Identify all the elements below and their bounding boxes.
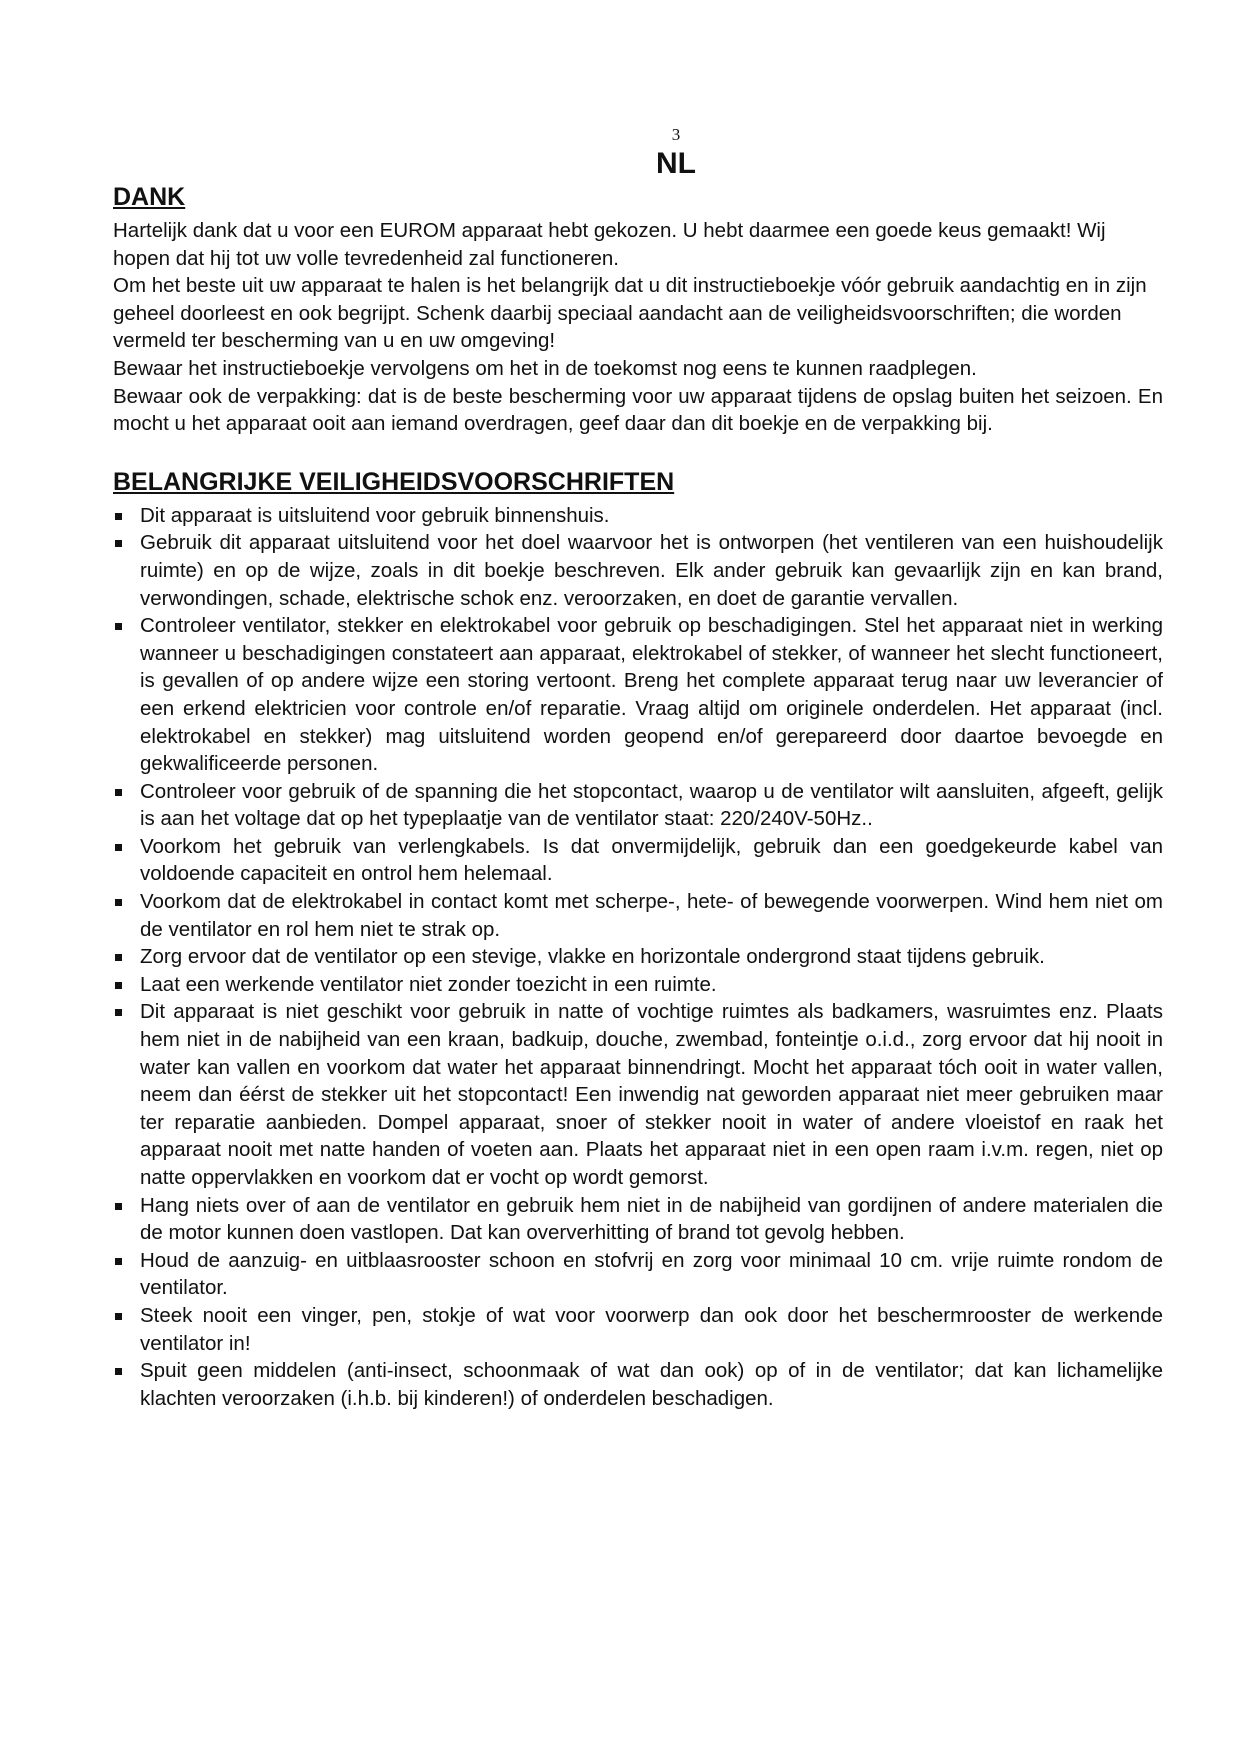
bullet-icon: [115, 1009, 122, 1016]
bullet-icon: [115, 982, 122, 989]
safety-item-text: Hang niets over of aan de ventilator en gebruik hem niet in de nabijheid van gordijnen of andere materialen die de motor kunnen doen vastlopen. Dat kan oververhitting of brand tot gevolg hebben.: [140, 1193, 1163, 1245]
dank-paragraph: Bewaar het instructieboekje vervolgens om het in de toekomst nog eens te kunnen raadplegen.: [113, 356, 977, 380]
dank-section: [113, 217, 1163, 438]
safety-item: [113, 778, 1163, 833]
bullet-icon: [115, 540, 122, 547]
safety-item: [113, 971, 1163, 999]
bullet-icon: [115, 954, 122, 961]
safety-item-text: Controleer voor gebruik of de spanning die het stopcontact, waarop u de ventilator wilt aansluiten, afgeeft, gelijk is aan het voltage dat op het typeplaatje van de ventilator staat: 220/240V-50Hz..: [140, 779, 1163, 831]
page-number: 3: [671, 125, 681, 144]
document-page: [113, 125, 1163, 1412]
bullet-icon: [115, 1313, 122, 1320]
safety-item-text: Voorkom het gebruik van verlengkabels. Is dat onvermijdelijk, gebruik dan een goedgekeurde kabel van voldoende capaciteit en ontrol hem helemaal.: [140, 834, 1163, 886]
bullet-icon: [115, 844, 122, 851]
safety-item: [113, 943, 1163, 971]
bullet-icon: [115, 623, 122, 630]
section-title-safety: BELANGRIJKE VEILIGHEIDSVOORSCHRIFTEN: [113, 467, 675, 496]
safety-item-text: Voorkom dat de elektrokabel in contact komt met scherpe-, hete- of bewegende voorwerpen. Wind hem niet om de ventilator en rol hem niet te strak op.: [140, 890, 1163, 941]
safety-item: [113, 833, 1163, 888]
bullet-icon: [115, 899, 122, 906]
bullet-icon: [115, 789, 122, 796]
safety-item-text: Controleer ventilator, stekker en elektrokabel voor gebruik op beschadigingen. Stel het apparaat niet in werking wanneer u beschadigingen constateert aan apparaat, elektrokabel of stekker, of wanneer het slecht functioneert, is gevallen of op andere wijze een storing vertoont. Breng het complete apparaat terug naar uw leverancier of een erkend elektricien voor controle en/of reparatie. Vraag altijd om originele onderdelen. Het apparaat (incl. elektrokabel en stekker) mag uitsluitend worden geopend en/of gerepareerd door daartoe bevoegde en gekwalificeerde personen.: [140, 614, 1163, 776]
dank-paragraph: Om het beste uit uw apparaat te halen is het belangrijk dat u dit instructieboekje vóór gebruik aandachtig en in zijn geheel doorleest en ook begrijpt. Schenk daarbij speciaal aandacht aan de veiligheidsvoorschriften; die worden vermeld ter bescherming van u en uw omgeving!: [113, 274, 1147, 353]
safety-item-text: Steek nooit een vinger, pen, stokje of wat voor voorwerp dan ook door het beschermrooster de werkende ventilator in!: [140, 1303, 1163, 1355]
safety-item: [113, 529, 1163, 612]
safety-item: [113, 998, 1163, 1191]
safety-item-text: Laat een werkende ventilator niet zonder toezicht in een ruimte.: [140, 972, 717, 996]
safety-item-text: Dit apparaat is uitsluitend voor gebruik binnenshuis.: [140, 503, 610, 527]
safety-item-text: Dit apparaat is niet geschikt voor gebruik in natte of vochtige ruimtes als badkamers, wasruimtes enz. Plaats hem niet in de nabijheid van een kraan, badkuip, douche, zwembad, fonteintje o.i.d., zorg ervoor dat hij nooit in water kan vallen en voorkom dat water het apparaat binnendringt. Mocht het apparaat tóch ooit in water vallen, neem dan éérst de stekker uit het stopcontact! Een inwendig nat geworden apparaat niet meer gebruiken maar ter reparatie aanbieden. Dompel apparaat, snoer of stekker nooit in water of andere vloeistof en raak het apparaat nooit met natte handen of voeten aan. Plaats het apparaat niet in een open raam i.v.m. regen, niet op natte oppervlakken en voorkom dat er vocht op wordt gemorst.: [140, 1000, 1163, 1189]
dank-paragraph: Bewaar ook de verpakking: dat is de beste bescherming voor uw apparaat tijdens de opslag buiten het seizoen. En mocht u het apparaat ooit aan iemand overdragen, geef daar dan dit boekje en de verpakking bij.: [113, 384, 1163, 436]
bullet-icon: [115, 513, 122, 520]
section-title-dank: DANK: [113, 183, 186, 211]
safety-item: [113, 1192, 1163, 1247]
safety-item: [113, 502, 1163, 530]
safety-list: [113, 502, 1163, 1413]
safety-item-text: Zorg ervoor dat de ventilator op een stevige, vlakke en horizontale ondergrond staat tijdens gebruik.: [140, 945, 1045, 969]
language-code: NL: [656, 147, 696, 180]
bullet-icon: [115, 1203, 122, 1210]
safety-item-text: Spuit geen middelen (anti-insect, schoonmaak of wat dan ook) op of in de ventilator; dat kan lichamelijke klachten veroorzaken (i.h.b. bij kinderen!) of onderdelen beschadigen.: [140, 1359, 1163, 1410]
bullet-icon: [115, 1368, 122, 1375]
safety-item: [113, 1357, 1163, 1412]
safety-item: [113, 1247, 1163, 1302]
safety-item: [113, 612, 1163, 778]
safety-item-text: Gebruik dit apparaat uitsluitend voor het doel waarvoor het is ontworpen (het ventileren van een huishoudelijk ruimte) en op de wijze, zoals in dit boekje beschreven. Elk ander gebruik kan gevaarlijk zijn en kan brand, verwondingen, schade, elektrische schok enz. veroorzaken, en doet de garantie vervallen.: [140, 531, 1163, 610]
safety-item: [113, 888, 1163, 943]
dank-paragraph: Hartelijk dank dat u voor een EUROM apparaat hebt gekozen. U hebt daarmee een goede keus gemaakt! Wij hopen dat hij tot uw volle tevredenheid zal functioneren.: [113, 219, 1106, 270]
safety-item: [113, 1302, 1163, 1357]
safety-item-text: Houd de aanzuig- en uitblaasrooster schoon en stofvrij en zorg voor minimaal 10 cm. vrije ruimte rondom de ventilator.: [140, 1248, 1163, 1300]
bullet-icon: [115, 1258, 122, 1265]
